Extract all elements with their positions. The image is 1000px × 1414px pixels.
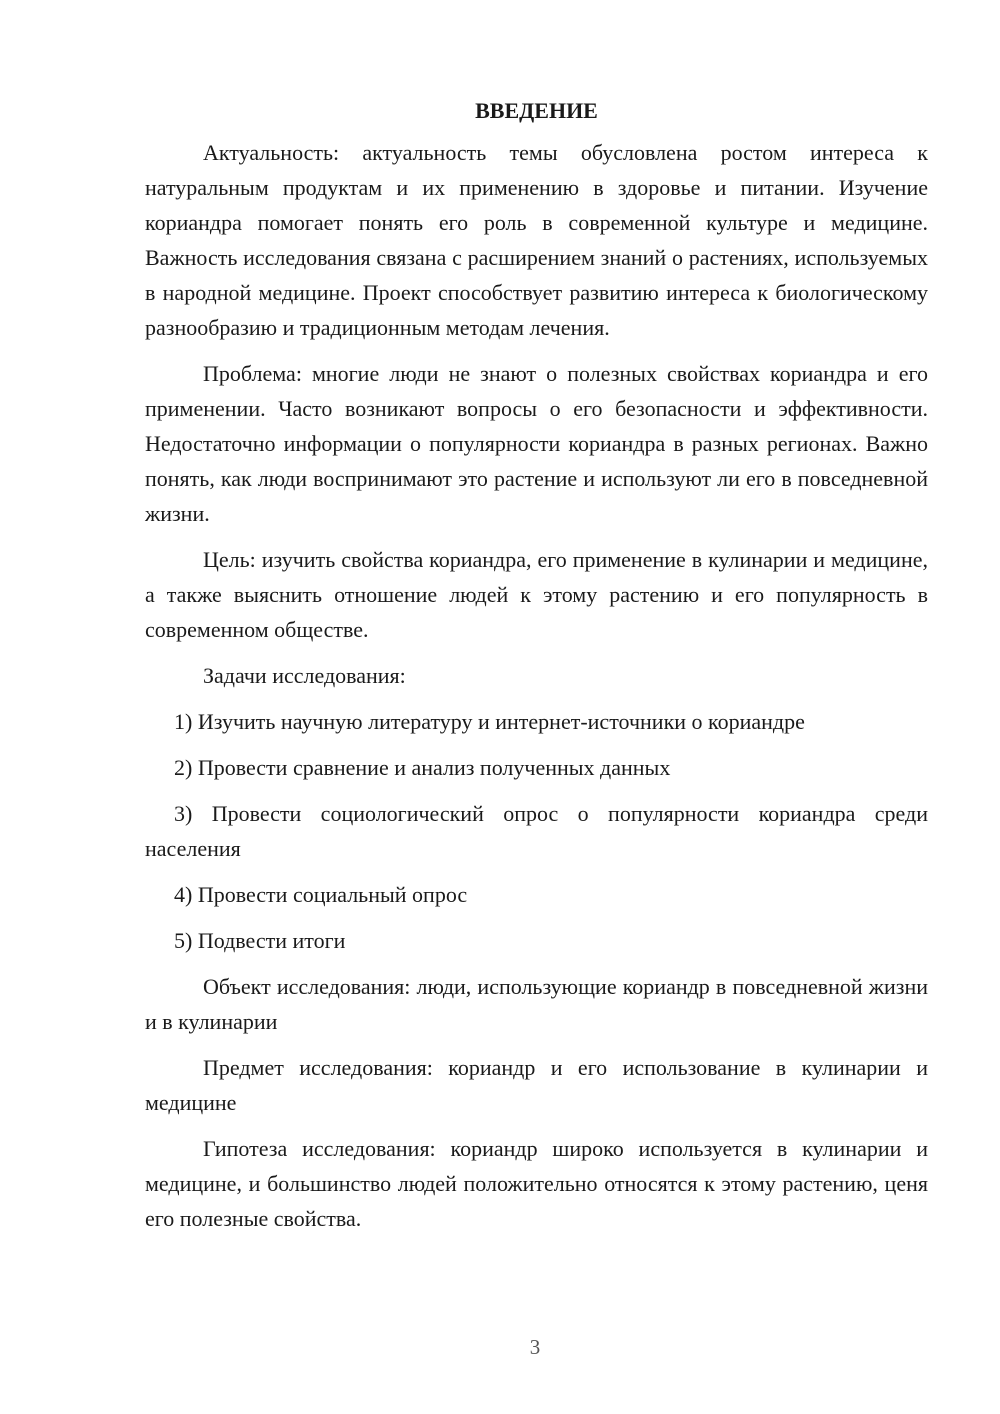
task-item: 2) Провести сравнение и анализ полученных данных bbox=[174, 755, 671, 780]
goal-paragraph: Цель: изучить свойства кориандра, его применение в кулинарии и медицине, а также выяснить отношение людей к этому растению и его популярность в современном обществе. bbox=[145, 547, 928, 642]
page-number: 3 bbox=[529, 1335, 541, 1359]
hypothesis-paragraph: Гипотеза исследования: кориандр широко используется в кулинарии и медицине, и большинство людей положительно относятся к этому растению, ценя его полезные свойства. bbox=[145, 1136, 928, 1231]
task-item: 3) Провести социологический опрос о популярности кориандра среди населения bbox=[145, 801, 928, 861]
tasks-heading: Задачи исследования: bbox=[203, 663, 406, 688]
subject-paragraph: Предмет исследования: кориандр и его использование в кулинарии и медицине bbox=[145, 1055, 928, 1115]
task-item: 5) Подвести итоги bbox=[174, 928, 346, 953]
relevance-paragraph: Актуальность: актуальность темы обусловлена ростом интереса к натуральным продуктам и их применению в здоровье и питании. Изучение кориандра помогает понять его роль в современной культуре и медицине. Важность исследования связана с расширением знаний о растениях, используемых в народной медицине. Проект способствует развитию интереса к биологическому разнообразию и традиционным методам лечения. bbox=[145, 140, 928, 340]
page-title: ВВЕДЕНИЕ bbox=[475, 98, 598, 123]
page-content bbox=[145, 93, 928, 1247]
tasks-list bbox=[145, 704, 928, 958]
task-item: 4) Провести социальный опрос bbox=[174, 882, 468, 907]
problem-paragraph: Проблема: многие люди не знают о полезных свойствах кориандра и его применении. Часто возникают вопросы о его безопасности и эффективности. Недостаточно информации о популярности кориандра в разных регионах. Важно понять, как люди воспринимают это растение и используют ли его в повседневной жизни. bbox=[145, 361, 928, 526]
object-paragraph: Объект исследования: люди, использующие кориандр в повседневной жизни и в кулинарии bbox=[145, 974, 928, 1034]
task-item: 1) Изучить научную литературу и интернет-источники о кориандре bbox=[174, 709, 805, 734]
